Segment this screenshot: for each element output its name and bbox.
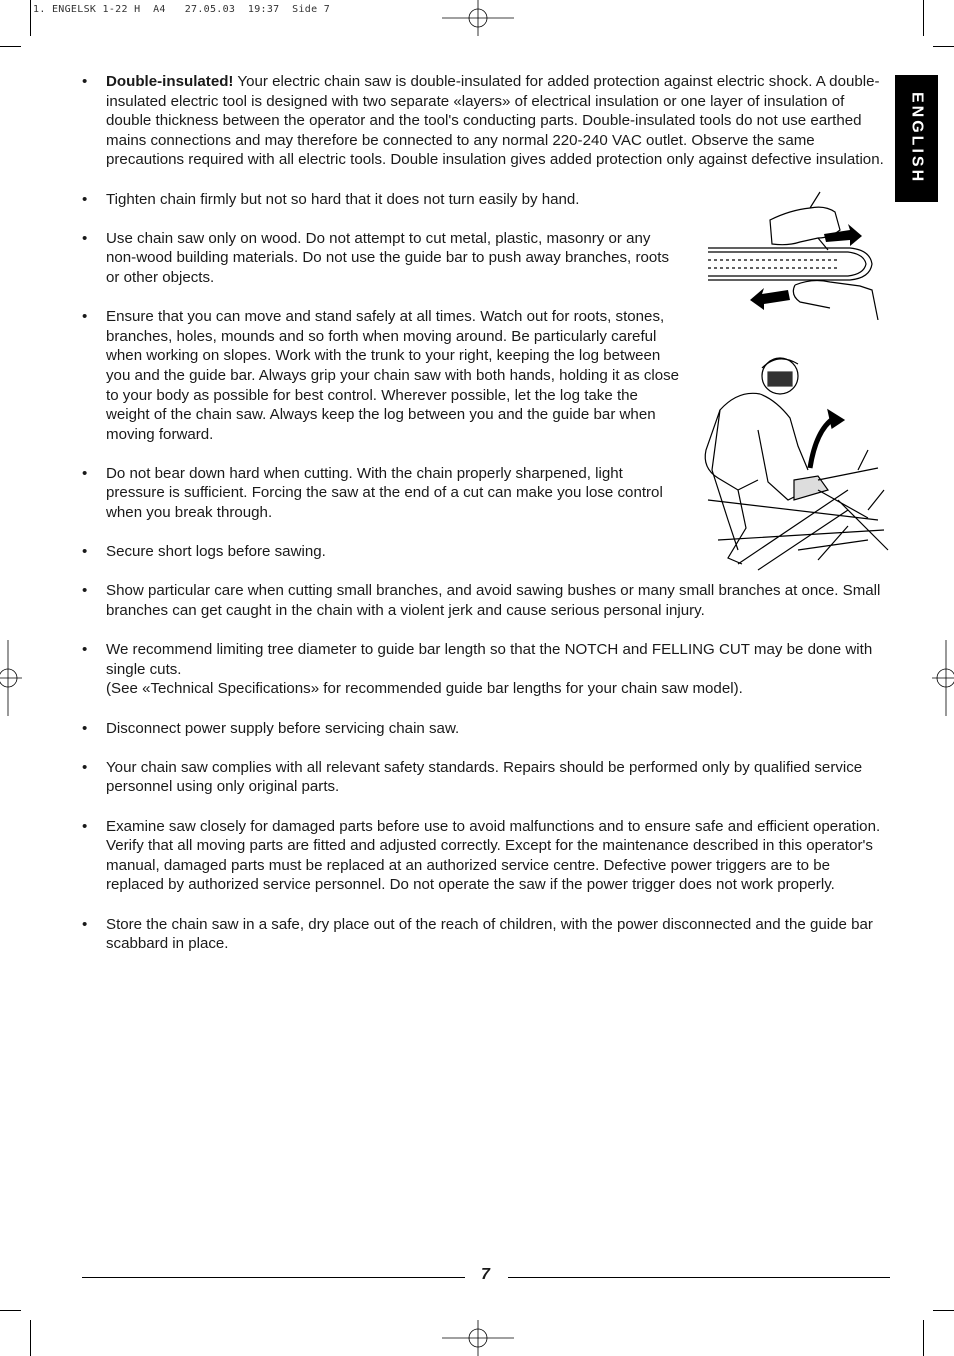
bullet-text: Examine saw closely for damaged parts before use to avoid malfunctions and to ensure safe and efficient operation. Verify that all moving parts are fitted and adjusted correctly. Except for the maintenance described in this operator's manual, damaged parts must be replaced at an authorized service centre. Defective power triggers are to be replaced by authorized service personnel. Do not operate the saw if the power trigger does not work properly. bbox=[106, 817, 881, 894]
bullet-text: Disconnect power supply before servicing chain saw. bbox=[106, 719, 460, 737]
list-item bbox=[82, 229, 681, 288]
bullet-icon: • bbox=[82, 308, 88, 326]
list-item bbox=[82, 542, 681, 562]
crop-mark bbox=[923, 1320, 924, 1356]
bullet-text: Do not bear down hard when cutting. With the chain properly sharpened, light pressure is sufficient. Forcing the saw at the end of a cut can make you lose control when you break through. bbox=[106, 464, 663, 522]
bullet-note: (See «Technical Specifications» for recommended guide bar lengths for your chain saw model). bbox=[106, 680, 743, 698]
bullet-icon: • bbox=[82, 543, 88, 561]
crop-mark bbox=[30, 0, 31, 36]
bullet-text: Show particular care when cutting small branches, and avoid sawing bushes or many small branches at once. Small branches can get caught in the chain with a violent jerk and cause serious personal injury. bbox=[106, 582, 881, 620]
operator-sawing-illustration bbox=[698, 350, 890, 580]
bullet-icon: • bbox=[82, 464, 88, 482]
bullet-text: Double-insulated! Your electric chain saw is double-insulated for added protection against electric shock. A double-insulated electric tool is designed with two separate «layers» of electrical insulation or one layer of insulation of double thickness between the operator and the tool's conducting parts. Double-insulated tools do not use earthed mains connections and may therefore be connected to any normal 220-240 VAC outlet. Observe the same precautions required with all electric tools. Double insulation gives added protection only against defective insulation. bbox=[106, 73, 884, 169]
list-item bbox=[82, 640, 890, 699]
footer-rule-left bbox=[82, 1277, 465, 1278]
list-item bbox=[82, 817, 890, 895]
crop-mark bbox=[933, 1310, 954, 1311]
bullet-icon: • bbox=[82, 719, 88, 737]
bullet-icon: • bbox=[82, 915, 88, 933]
bullet-icon: • bbox=[82, 582, 88, 600]
list-item bbox=[82, 190, 681, 210]
bullet-text: Store the chain saw in a safe, dry place out of the reach of children, with the power disconnected and the guide bar scabbard in place. bbox=[106, 915, 873, 953]
list-item bbox=[82, 307, 681, 444]
list-item bbox=[82, 581, 890, 620]
crop-mark bbox=[933, 46, 954, 47]
bullet-text: Secure short logs before sawing. bbox=[106, 543, 326, 561]
crop-mark bbox=[923, 0, 924, 36]
crop-mark bbox=[0, 46, 21, 47]
list-item bbox=[82, 758, 890, 797]
list-item bbox=[82, 464, 681, 523]
bullet-text: We recommend limiting tree diameter to guide bar length so that the NOTCH and FELLING CUT may be done with single cuts. bbox=[106, 641, 873, 678]
bullet-icon: • bbox=[82, 758, 88, 776]
print-slug: 1. ENGELSK 1-22 H A4 27.05.03 19:37 Side 7 bbox=[33, 4, 331, 15]
footer-rule-right bbox=[508, 1277, 890, 1278]
bullet-icon: • bbox=[82, 817, 88, 835]
registration-mark-icon bbox=[932, 640, 954, 716]
list-item bbox=[82, 915, 890, 954]
registration-mark-icon bbox=[0, 640, 22, 716]
page-number: 7 bbox=[481, 1266, 490, 1283]
bullet-icon: • bbox=[82, 73, 88, 90]
registration-mark-icon bbox=[442, 0, 514, 36]
bullet-text: Tighten chain firmly but not so hard that it does not turn easily by hand. bbox=[106, 190, 580, 208]
language-tab bbox=[895, 75, 938, 202]
language-tab-label: ENGLISH bbox=[908, 92, 926, 185]
bullet-text: Your chain saw complies with all relevant safety standards. Repairs should be performed only by qualified service personnel using only original parts. bbox=[106, 758, 863, 796]
chain-tension-illustration bbox=[700, 190, 888, 320]
bullet-icon: • bbox=[82, 641, 88, 659]
bullet-lead: Double-insulated! bbox=[106, 73, 234, 90]
registration-mark-icon bbox=[442, 1320, 514, 1356]
bullet-icon: • bbox=[82, 190, 88, 208]
crop-mark bbox=[30, 1320, 31, 1356]
crop-mark bbox=[0, 1310, 21, 1311]
bullet-icon: • bbox=[82, 229, 88, 247]
bullet-text: Ensure that you can move and stand safely at all times. Watch out for roots, stones, branches, holes, mounds and so forth when moving around. Be particularly careful when working on slopes. Work with the trunk to your right, keeping the log between you and the guide bar. Always grip your chain saw with both hands, holding it as close to your body as possible for best control. Wherever possible, let the log take the weight of the chain saw. Always keep the log between you and the guide bar when moving forward. bbox=[106, 308, 680, 443]
list-item bbox=[82, 719, 890, 739]
bullet-text: Use chain saw only on wood. Do not attempt to cut metal, plastic, masonry or any non-wood building materials. Do not use the guide bar to push away branches, roots or other objects. bbox=[106, 229, 670, 286]
list-item bbox=[82, 72, 890, 170]
